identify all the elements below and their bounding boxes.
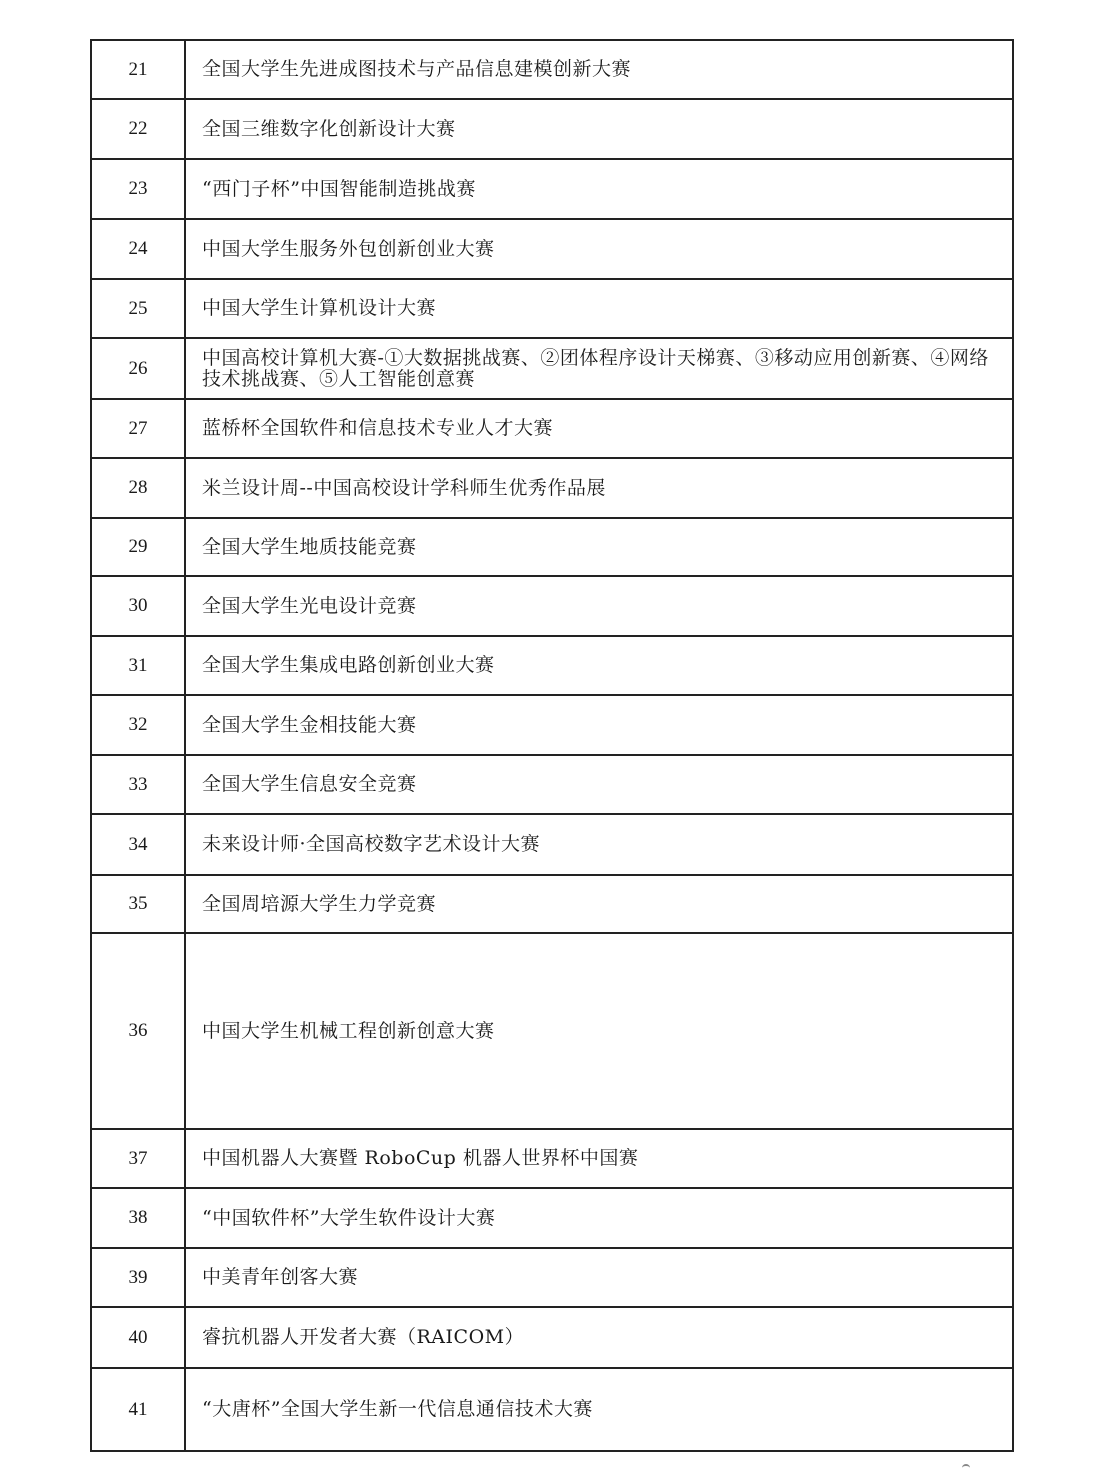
row-number: 31	[91, 636, 185, 695]
page-corner-mark	[962, 1464, 970, 1472]
table-row	[91, 159, 1013, 219]
table-row	[91, 1129, 1013, 1188]
competition-name: 全国大学生信息安全竞赛	[185, 755, 1013, 814]
row-number: 38	[91, 1188, 185, 1248]
row-number: 34	[91, 814, 185, 875]
competition-name: 中美青年创客大赛	[185, 1248, 1013, 1307]
table-row	[91, 875, 1013, 933]
competition-name: “中国软件杯”大学生软件设计大赛	[185, 1188, 1013, 1248]
row-number: 40	[91, 1307, 185, 1368]
table-row	[91, 399, 1013, 458]
row-number: 33	[91, 755, 185, 814]
table-row	[91, 219, 1013, 279]
table-row	[91, 636, 1013, 695]
competition-name: 蓝桥杯全国软件和信息技术专业人才大赛	[185, 399, 1013, 458]
competition-name: 未来设计师·全国高校数字艺术设计大赛	[185, 814, 1013, 875]
competition-name: 睿抗机器人开发者大赛（RAICOM）	[185, 1307, 1013, 1368]
competition-name: 全国大学生集成电路创新创业大赛	[185, 636, 1013, 695]
row-number: 32	[91, 695, 185, 755]
table-row	[91, 933, 1013, 1129]
table-row	[91, 814, 1013, 875]
row-number: 30	[91, 576, 185, 636]
competition-name: 全国大学生地质技能竞赛	[185, 518, 1013, 576]
competition-name: 中国机器人大赛暨 RoboCup 机器人世界杯中国赛	[185, 1129, 1013, 1188]
competition-name: 中国大学生计算机设计大赛	[185, 279, 1013, 338]
table-row	[91, 1368, 1013, 1451]
row-number: 24	[91, 219, 185, 279]
row-number: 23	[91, 159, 185, 219]
row-number: 25	[91, 279, 185, 338]
row-number: 41	[91, 1368, 185, 1451]
competition-name: “大唐杯”全国大学生新一代信息通信技术大赛	[185, 1368, 1013, 1451]
row-number: 21	[91, 40, 185, 99]
table-row	[91, 338, 1013, 399]
table-row	[91, 1307, 1013, 1368]
competition-name: 米兰设计周--中国高校设计学科师生优秀作品展	[185, 458, 1013, 518]
table-row	[91, 695, 1013, 755]
table-row	[91, 1248, 1013, 1307]
table-row	[91, 755, 1013, 814]
table-row	[91, 1188, 1013, 1248]
table-row	[91, 99, 1013, 159]
table-row	[91, 518, 1013, 576]
competition-name: 中国大学生机械工程创新创意大赛	[185, 933, 1013, 1129]
table-row	[91, 458, 1013, 518]
row-number: 26	[91, 338, 185, 399]
competition-name: 中国高校计算机大赛-①大数据挑战赛、②团体程序设计天梯赛、③移动应用创新赛、④网络技术挑战赛、⑤人工智能创意赛	[185, 338, 1013, 399]
competition-name: 全国三维数字化创新设计大赛	[185, 99, 1013, 159]
row-number: 27	[91, 399, 185, 458]
competition-name: 全国大学生光电设计竞赛	[185, 576, 1013, 636]
table-row	[91, 279, 1013, 338]
competition-name: 全国大学生先进成图技术与产品信息建模创新大赛	[185, 40, 1013, 99]
competition-name: 中国大学生服务外包创新创业大赛	[185, 219, 1013, 279]
competition-name: 全国大学生金相技能大赛	[185, 695, 1013, 755]
competition-name: 全国周培源大学生力学竞赛	[185, 875, 1013, 933]
table-row	[91, 576, 1013, 636]
row-number: 28	[91, 458, 185, 518]
row-number: 36	[91, 933, 185, 1129]
row-number: 37	[91, 1129, 185, 1188]
competition-table	[90, 39, 1014, 1452]
row-number: 29	[91, 518, 185, 576]
row-number: 35	[91, 875, 185, 933]
row-number: 39	[91, 1248, 185, 1307]
competition-name: “西门子杯”中国智能制造挑战赛	[185, 159, 1013, 219]
table-row	[91, 40, 1013, 99]
row-number: 22	[91, 99, 185, 159]
